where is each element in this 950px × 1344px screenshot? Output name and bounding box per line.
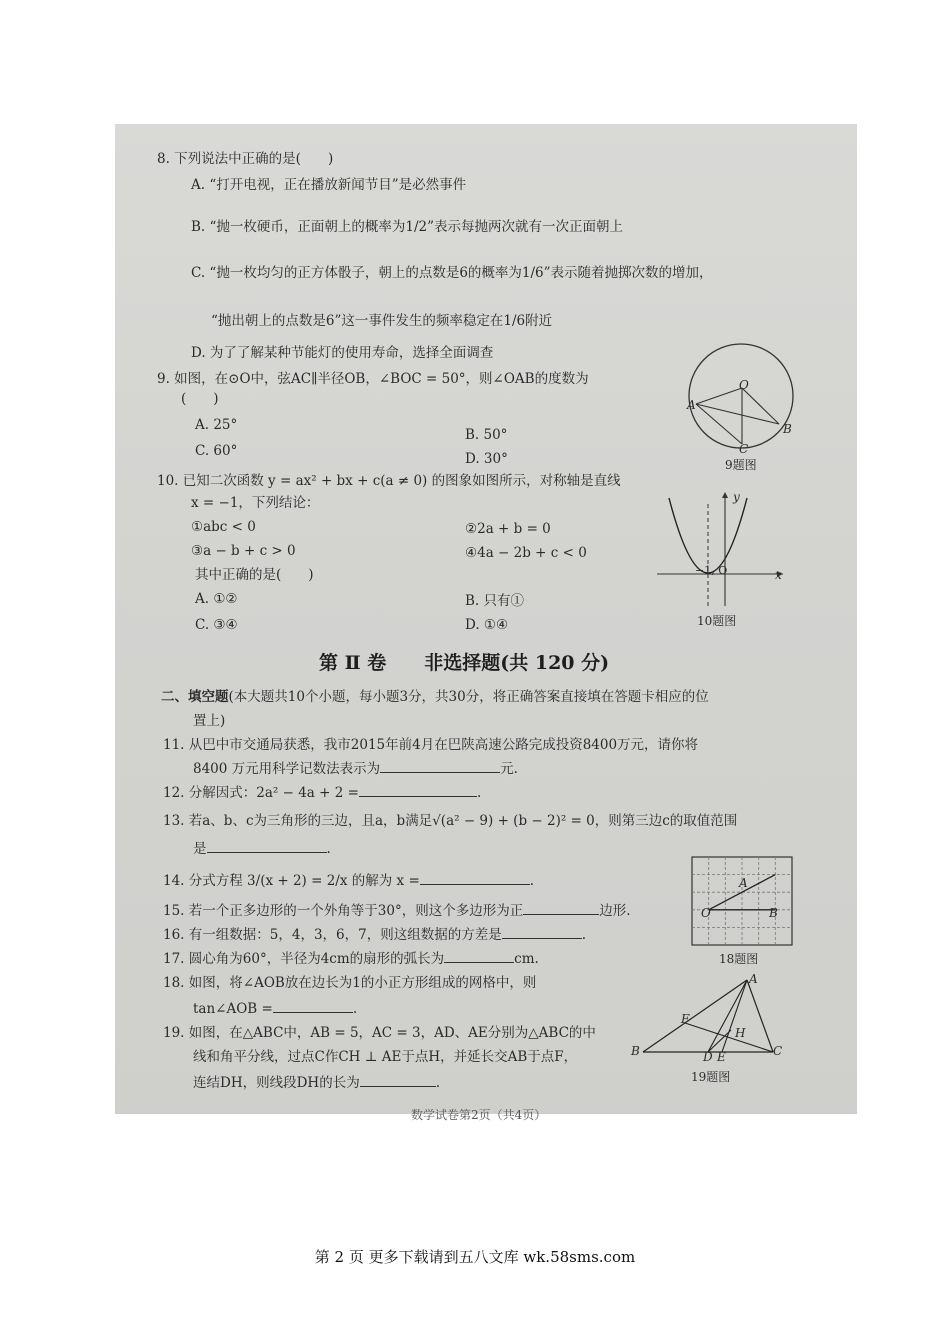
q10-stem: 10. 已知二次函数 y = ax² + bx + c(a ≠ 0) 的图象如图所示，对称轴是直线 [157,473,621,489]
q10-label-origin: −1, O [695,564,728,577]
q18-answer-blank [273,998,353,1013]
y-axis-arrow [722,492,728,498]
q19-line2: 线和角平分线，过点C作CH ⊥ AE于点H，并延长交AB于点F， [193,1049,578,1065]
line-cf [685,1023,773,1052]
q13-line1: 13. 若a、b、c为三角形的三边，且a，b满足√(a² − 9) + (b − 2)² = 0，则第三边c的取值范围 [163,813,738,829]
q18-line1: 18. 如图，将∠AOB放在边长为1的小正方形组成的网格中，则 [163,975,537,991]
q19-answer-blank [360,1072,436,1087]
q19-line3: 连结DH，则线段DH的长为 [193,1075,360,1091]
q19-label-f: F [681,1012,690,1026]
q10-statement-4: ④4a − 2b + c < 0 [465,545,587,561]
q18-label-o: O [701,906,711,920]
q11-unit: 元. [500,761,518,777]
grid-border [692,857,792,945]
bisector-ae [722,980,747,1052]
fill-description-2: 置上) [193,713,226,729]
q8-stem: 8. 下列说法中正确的是( ) [157,151,334,167]
q13-line2: 是 [193,841,207,857]
q17-answer-blank [444,948,514,963]
exam-photo [115,124,857,1122]
q9-caption: 9题图 [725,458,757,472]
q10-option-c: C. ③④ [195,617,238,633]
q10-statement-3: ③a − b + c > 0 [191,543,296,559]
q19-label-b: B [631,1044,640,1058]
q10-option-b: B. 只有① [465,593,525,609]
q10-caption: 10题图 [697,614,737,628]
q19-label-d: D [703,1050,713,1064]
q9-label-o: O [739,378,749,392]
q8-option-b: B. “抛一枚硬币，正面朝上的概率为1/2”表示每抛两次就有一次正面朝上 [191,219,624,235]
segment-ao [696,388,742,404]
q19-label-e: E [717,1050,726,1064]
q14-text: 14. 分式方程 3/(x + 2) = 2/x 的解为 x = [163,873,420,889]
q15-answer-blank [523,900,599,915]
q16-end: . [581,927,587,943]
q14-end: . [529,873,535,889]
photo-page-footer: 数学试卷第2页（共4页） [411,1108,547,1122]
q18-end: . [352,1001,358,1017]
q11-line2: 8400 万元用科学记数法表示为 [193,761,381,777]
q13-answer-blank [207,838,327,853]
q9-label-c: C [739,442,749,456]
q10-parabola-figure [655,488,791,610]
q15-end: 边形. [599,903,631,919]
q18-grid-figure [691,856,795,948]
q18-label-b: B [769,906,778,920]
circle-o [689,344,793,448]
q16-answer-blank [502,924,582,939]
q19-line1: 19. 如图，在△ABC中，AB = 5，AC = 3，AD、AE分别为△ABC的中 [163,1025,596,1041]
q9-label-b: B [783,422,792,436]
q9-option-c: C. 60° [195,443,238,459]
segment-dh [708,1030,731,1052]
q8-option-c-line2: “抛出朝上的点数是6”这一事件发生的频率稳定在1/6附近 [211,313,553,329]
q9-label-a: A [687,398,696,412]
q19-caption: 19题图 [691,1070,731,1084]
q18-label-a: A [739,876,748,890]
q9-option-a: A. 25° [195,417,238,433]
q9-option-d: D. 30° [465,451,508,467]
q18-line2: tan∠AOB = [193,1001,273,1017]
q13-end: . [326,841,331,857]
q9-stem: 9. 如图，在⊙O中，弦AC∥半径OB，∠BOC = 50°，则∠OAB的度数为 [157,371,589,387]
q19-label-c: C [773,1044,783,1058]
side-ac [747,980,773,1052]
q8-option-c-line1: C. “抛一枚均匀的正方体骰子，朝上的点数是6的概率为1/6”表示随着抛掷次数的增加， [191,265,713,281]
q16-text: 16. 有一组数据：5，4，3，6，7，则这组数据的方差是 [163,927,502,943]
segment-ob [742,388,779,424]
section2-title: 第 Ⅱ 卷 非选择题(共 120 分) [319,652,610,674]
q15-text: 15. 若一个正多边形的一个外角等于30°，则这个多边形为正 [163,903,524,919]
q19-label-a: A [749,972,758,986]
q14-answer-blank [420,870,530,885]
q19-triangle-figure [635,976,785,1058]
q18-caption: 18题图 [719,952,759,966]
q12-end: . [476,785,482,801]
q10-option-d: D. ①④ [465,617,509,633]
q19-end: . [435,1075,440,1091]
q12-text: 12. 分解因式：2a² − 4a + 2 = [163,785,359,801]
q17-text: 17. 圆心角为60°，半径为4cm的扇形的弧长为 [163,951,445,967]
q10-statement-2: ②2a + b = 0 [465,521,551,537]
q9-option-b: B. 50° [465,427,508,443]
page-footer: 第 2 页 更多下载请到五八文库 wk.58sms.com [314,1248,636,1266]
q12-answer-blank [359,782,477,797]
q10-option-a: A. ①② [195,591,238,607]
q19-label-h: H [735,1026,746,1040]
q10-label-y: y [733,490,740,504]
fill-description: (本大题共10个小题，每小题3分，共30分，将正确答案直接填在答题卡相应的位 [228,689,709,705]
q11-answer-blank [380,758,500,773]
fill-heading: 二、填空题 [161,689,229,705]
q10-statement-1: ①abc < 0 [191,519,256,535]
side-ab [643,980,747,1052]
q10-stem2: x = −1，下列结论： [191,495,320,511]
q9-paren: ( ) [181,391,219,407]
segment-ab [696,404,779,424]
q8-option-d: D. 为了了解某种节能灯的使用寿命，选择全面调查 [191,345,494,361]
q10-ask: 其中正确的是( ) [195,567,314,583]
q11-line1: 11. 从巴中市交通局获悉，我市2015年前4月在巴陕高速公路完成投资8400万元，请你将 [163,737,699,753]
q10-label-x: x [775,568,782,582]
q17-unit: cm. [514,951,539,967]
q8-option-a: A. “打开电视，正在播放新闻节目”是必然事件 [191,177,467,193]
